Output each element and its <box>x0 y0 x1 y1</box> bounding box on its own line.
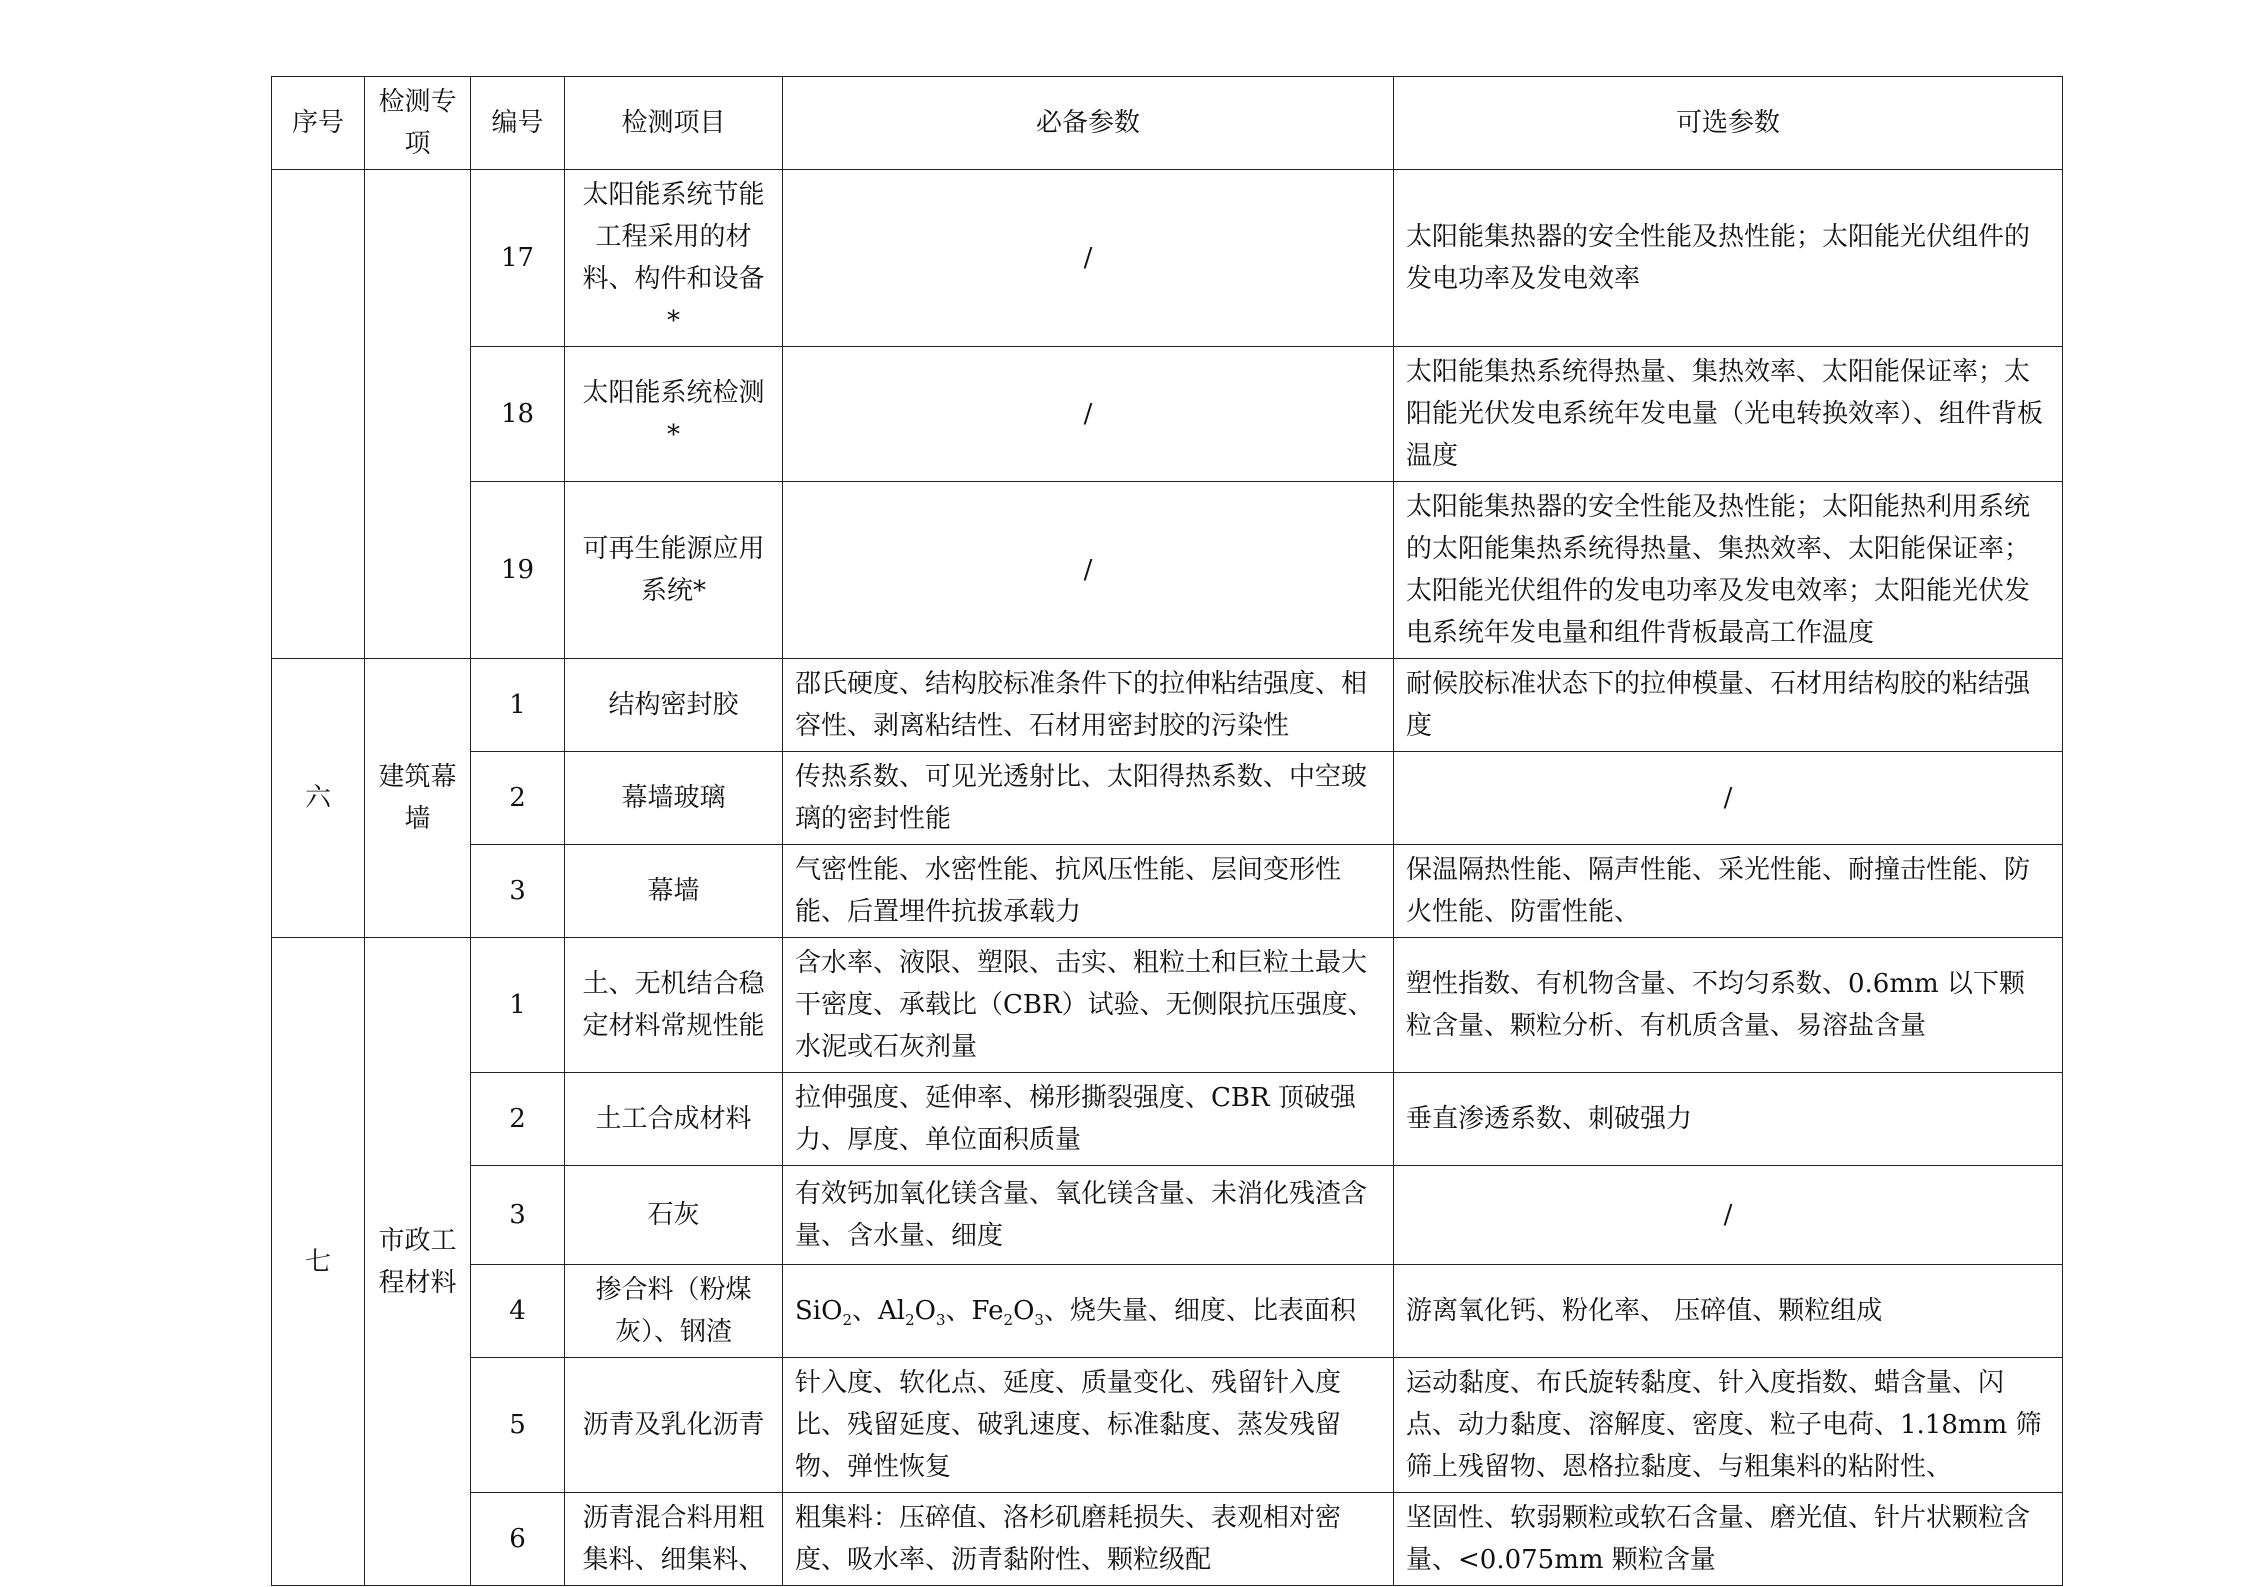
optional-cell: 太阳能集热器的安全性能及热性能；太阳能光伏组件的发电功率及发电效率 <box>1394 170 2063 347</box>
item-cell: 可再生能源应用系统* <box>565 482 783 659</box>
table-row <box>272 170 2063 347</box>
header-num: 编号 <box>471 77 565 170</box>
num-cell: 5 <box>471 1358 565 1493</box>
header-category: 检测专项 <box>365 77 471 170</box>
item-cell: 幕墙玻璃 <box>565 752 783 845</box>
item-cell: 结构密封胶 <box>565 659 783 752</box>
inspection-parameters-table <box>271 76 2063 1586</box>
num-cell: 4 <box>471 1265 565 1358</box>
header-required: 必备参数 <box>783 77 1394 170</box>
optional-cell: 保温隔热性能、隔声性能、采光性能、耐撞击性能、防火性能、防雷性能、 <box>1394 845 2063 938</box>
optional-cell: / <box>1394 752 2063 845</box>
optional-cell: 运动黏度、布氏旋转黏度、针入度指数、蜡含量、闪点、动力黏度、溶解度、密度、粒子电荷、1.18mm 筛筛上残留物、恩格拉黏度、与粗集料的粘附性、 <box>1394 1358 2063 1493</box>
table-row <box>272 1493 2063 1586</box>
item-cell: 石灰 <box>565 1166 783 1265</box>
required-cell: / <box>783 170 1394 347</box>
num-cell: 18 <box>471 347 565 482</box>
optional-cell: 耐候胶标准状态下的拉伸模量、石材用结构胶的粘结强度 <box>1394 659 2063 752</box>
num-cell: 3 <box>471 845 565 938</box>
num-cell: 2 <box>471 1073 565 1166</box>
seq-cell-empty <box>272 170 365 659</box>
required-cell: / <box>783 482 1394 659</box>
category-cell: 建筑幕墙 <box>365 659 471 938</box>
required-cell: 有效钙加氧化镁含量、氧化镁含量、未消化残渣含量、含水量、细度 <box>783 1166 1394 1265</box>
item-cell: 沥青及乳化沥青 <box>565 1358 783 1493</box>
optional-cell: 太阳能集热器的安全性能及热性能；太阳能热利用系统的太阳能集热系统得热量、集热效率、太阳能保证率；太阳能光伏组件的发电功率及发电效率；太阳能光伏发电系统年发电量和组件背板最高工作温度 <box>1394 482 2063 659</box>
item-cell: 太阳能系统检测* <box>565 347 783 482</box>
optional-cell: 太阳能集热系统得热量、集热效率、太阳能保证率；太阳能光伏发电系统年发电量（光电转换效率）、组件背板温度 <box>1394 347 2063 482</box>
optional-cell: 坚固性、软弱颗粒或软石含量、磨光值、针片状颗粒含量、<0.075mm 颗粒含量 <box>1394 1493 2063 1586</box>
table-row <box>272 1073 2063 1166</box>
num-cell: 1 <box>471 938 565 1073</box>
optional-cell: 塑性指数、有机物含量、不均匀系数、0.6mm 以下颗粒含量、颗粒分析、有机质含量、易溶盐含量 <box>1394 938 2063 1073</box>
item-cell: 太阳能系统节能工程采用的材料、构件和设备* <box>565 170 783 347</box>
table-row <box>272 482 2063 659</box>
table-row <box>272 1265 2063 1358</box>
table-row <box>272 938 2063 1073</box>
num-cell: 1 <box>471 659 565 752</box>
num-cell: 17 <box>471 170 565 347</box>
required-cell: SiO$_2$、$Al_2O_3$、$Fe_2O_3$、烧失量、细度、比表面积 <box>783 1265 1394 1358</box>
item-cell: 土、无机结合稳定材料常规性能 <box>565 938 783 1073</box>
required-cell: / <box>783 347 1394 482</box>
num-cell: 3 <box>471 1166 565 1265</box>
num-cell: 2 <box>471 752 565 845</box>
table-row <box>272 347 2063 482</box>
item-cell: 沥青混合料用粗集料、细集料、 <box>565 1493 783 1586</box>
table-row <box>272 845 2063 938</box>
optional-cell: 垂直渗透系数、刺破强力 <box>1394 1073 2063 1166</box>
item-cell: 幕墙 <box>565 845 783 938</box>
header-optional: 可选参数 <box>1394 77 2063 170</box>
required-cell: 针入度、软化点、延度、质量变化、残留针入度比、残留延度、破乳速度、标准黏度、蒸发残留物、弹性恢复 <box>783 1358 1394 1493</box>
seq-cell: 六 <box>272 659 365 938</box>
header-item: 检测项目 <box>565 77 783 170</box>
table-row <box>272 752 2063 845</box>
optional-cell: 游离氧化钙、粉化率、 压碎值、颗粒组成 <box>1394 1265 2063 1358</box>
header-row <box>272 77 2063 170</box>
category-cell-empty <box>365 170 471 659</box>
table-row <box>272 1166 2063 1265</box>
item-cell: 土工合成材料 <box>565 1073 783 1166</box>
required-cell: 拉伸强度、延伸率、梯形撕裂强度、CBR 顶破强力、厚度、单位面积质量 <box>783 1073 1394 1166</box>
header-seq: 序号 <box>272 77 365 170</box>
category-cell: 市政工程材料 <box>365 938 471 1586</box>
required-cell: 粗集料：压碎值、洛杉矶磨耗损失、表观相对密度、吸水率、沥青黏附性、颗粒级配 <box>783 1493 1394 1586</box>
table-row <box>272 1358 2063 1493</box>
seq-cell: 七 <box>272 938 365 1586</box>
num-cell: 6 <box>471 1493 565 1586</box>
required-cell: 气密性能、水密性能、抗风压性能、层间变形性能、后置埋件抗拔承载力 <box>783 845 1394 938</box>
item-cell: 掺合料（粉煤灰）、钢渣 <box>565 1265 783 1358</box>
required-cell: 邵氏硬度、结构胶标准条件下的拉伸粘结强度、相容性、剥离粘结性、石材用密封胶的污染性 <box>783 659 1394 752</box>
table-row <box>272 659 2063 752</box>
required-cell: 传热系数、可见光透射比、太阳得热系数、中空玻璃的密封性能 <box>783 752 1394 845</box>
num-cell: 19 <box>471 482 565 659</box>
required-cell: 含水率、液限、塑限、击实、粗粒土和巨粒土最大干密度、承载比（CBR）试验、无侧限抗压强度、水泥或石灰剂量 <box>783 938 1394 1073</box>
optional-cell: / <box>1394 1166 2063 1265</box>
